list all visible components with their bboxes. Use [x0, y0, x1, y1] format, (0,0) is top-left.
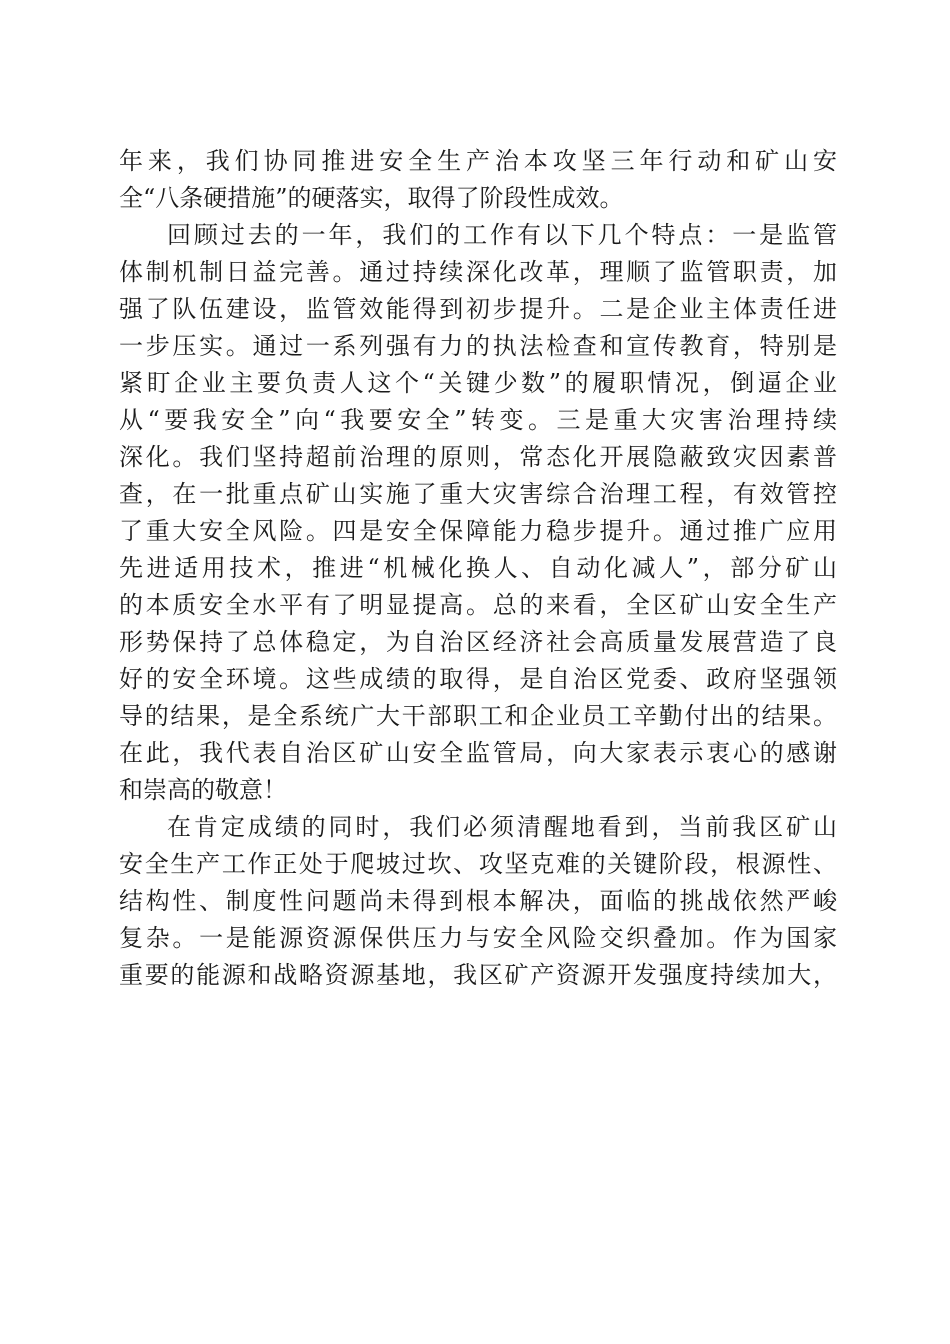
paragraph-2 [119, 217, 837, 809]
text-line: 导的结果，是全系统广大干部职工和企业员工辛勤付出的结果。 [119, 702, 837, 730]
text-line: 从“要我安全”向“我要安全”转变。三是重大灾害治理持续 [119, 406, 837, 434]
text-line: 年来，我们协同推进安全生产治本攻坚三年行动和矿山安 [119, 147, 837, 175]
text-line: 紧盯企业主要负责人这个“关键少数”的履职情况，倒逼企业 [119, 369, 837, 397]
text-line: 了重大安全风险。四是安全保障能力稳步提升。通过推广应用 [119, 517, 837, 545]
text-line: 先进适用技术，推进“机械化换人、自动化减人”，部分矿山 [119, 554, 837, 582]
paragraph-3 [119, 809, 837, 994]
text-line: 在肯定成绩的同时，我们必须清醒地看到，当前我区矿山 [167, 813, 837, 841]
text-line: 重要的能源和战略资源基地，我区矿产资源开发强度持续加大， [119, 961, 837, 989]
document-page [119, 143, 837, 994]
text-line: 查，在一批重点矿山实施了重大灾害综合治理工程，有效管控 [119, 480, 837, 508]
text-line: 安全生产工作正处于爬坡过坎、攻坚克难的关键阶段，根源性、 [119, 850, 837, 878]
text-line: 好的安全环境。这些成绩的取得，是自治区党委、政府坚强领 [119, 665, 837, 693]
text-line: 的本质安全水平有了明显提高。总的来看，全区矿山安全生产 [119, 591, 837, 619]
text-line: 全“八条硬措施”的硬落实，取得了阶段性成效。 [119, 184, 624, 212]
paragraph-1 [119, 143, 837, 217]
text-line: 体制机制日益完善。通过持续深化改革，理顺了监管职责，加 [119, 258, 837, 286]
text-line: 形势保持了总体稳定，为自治区经济社会高质量发展营造了良 [119, 628, 837, 656]
text-line: 强了队伍建设，监管效能得到初步提升。二是企业主体责任进 [119, 295, 837, 323]
text-line: 深化。我们坚持超前治理的原则，常态化开展隐蔽致灾因素普 [119, 443, 837, 471]
text-line: 回顾过去的一年，我们的工作有以下几个特点：一是监管 [167, 221, 837, 249]
text-line: 和崇高的敬意！ [119, 776, 287, 804]
text-line: 复杂。一是能源资源保供压力与安全风险交织叠加。作为国家 [119, 924, 837, 952]
text-line: 一步压实。通过一系列强有力的执法检查和宣传教育，特别是 [119, 332, 837, 360]
text-line: 在此，我代表自治区矿山安全监管局，向大家表示衷心的感谢 [119, 739, 837, 767]
text-line: 结构性、制度性问题尚未得到根本解决，面临的挑战依然严峻 [119, 887, 837, 915]
